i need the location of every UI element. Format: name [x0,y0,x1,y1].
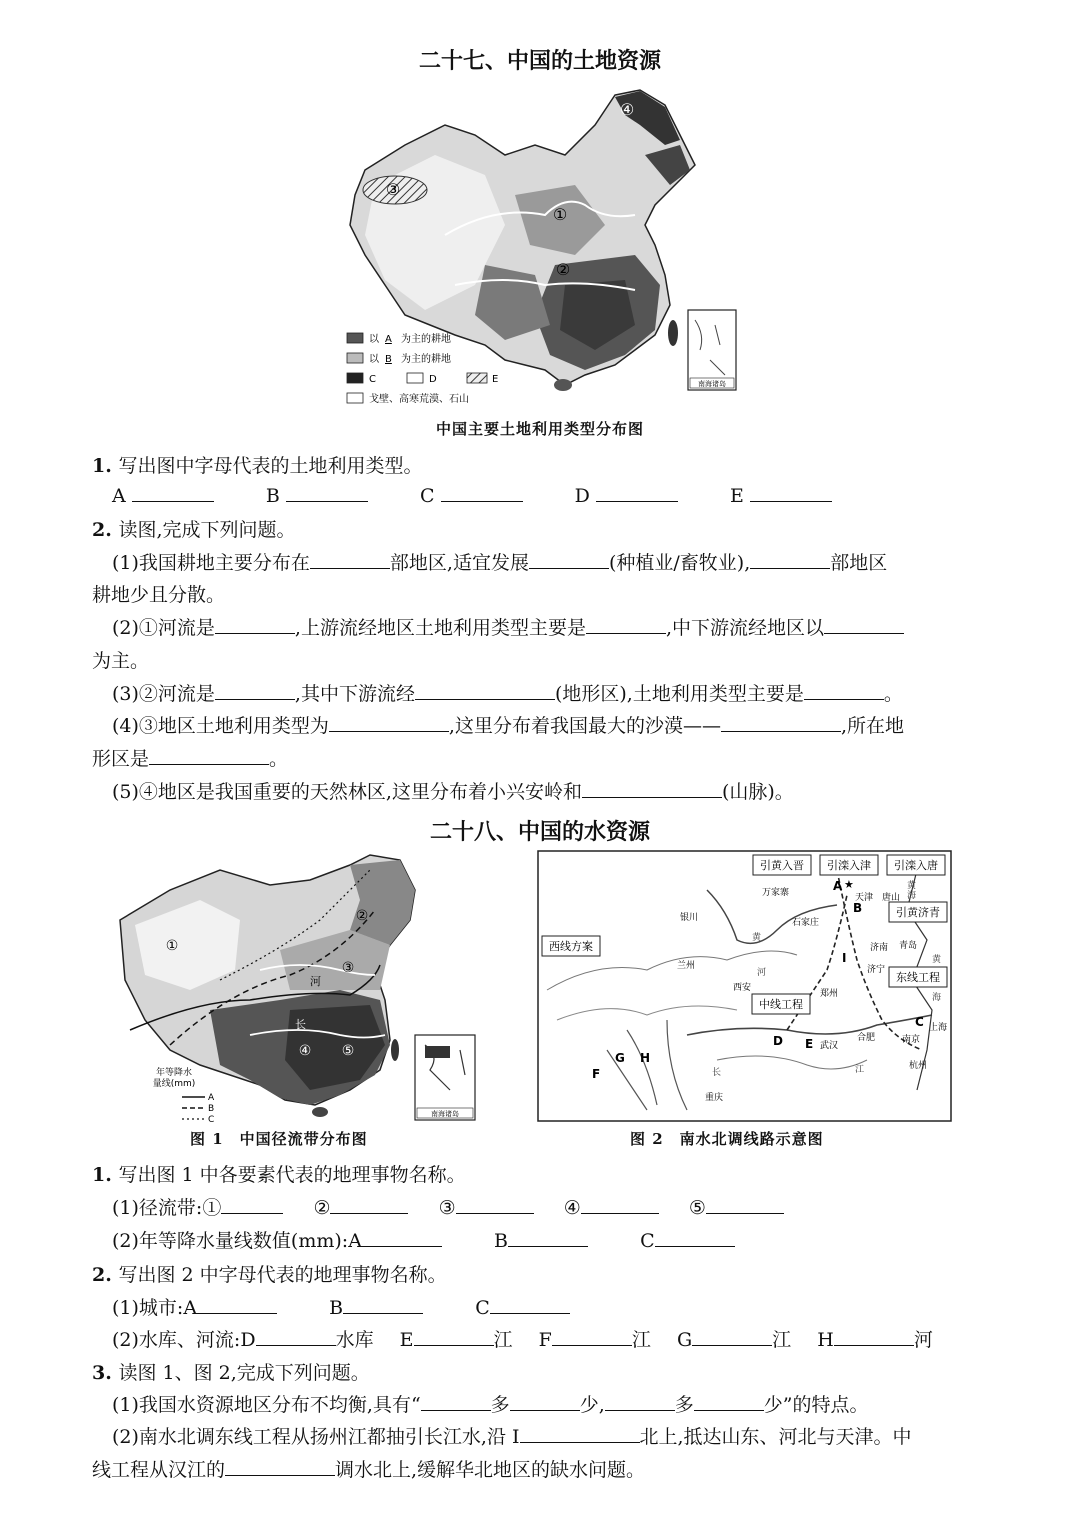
q27-2-3b: ,其中下游流经 [294,683,415,705]
fig2-box-label: 中线工程 [759,998,803,1011]
legend-b-pre: 以 [369,354,379,365]
fig2-letter-h: H [640,1051,651,1065]
fig2-letter-i: I [842,951,847,965]
legend-swatch-d [407,373,423,383]
r-h-post: 河 [913,1329,933,1351]
fig2-box-label: 东线工程 [896,971,940,984]
q27-2-2a: (2)①河流是 [112,617,215,639]
legend-b-letter: B [385,354,392,365]
q27-2-4a: (4)③地区土地利用类型为 [112,715,329,737]
zone-4: ④ [563,1197,581,1219]
fig1-legend-a: A [208,1093,215,1103]
fig1-river-chang: 长 [295,1018,306,1031]
fig2-letter-f: F [592,1067,601,1081]
fig2-box-label: 引黄济青 [896,906,940,919]
blank[interactable] [456,1195,534,1214]
q27-2-1b: 部地区,适宜发展 [389,552,529,574]
fig1-river-he: 河 [310,975,321,988]
blank[interactable] [605,1392,675,1411]
legend-swatch-b [347,353,363,363]
blank[interactable] [221,1195,283,1214]
q28-3-2d: 调水北上,缓解华北地区的缺水问题。 [335,1459,646,1481]
legend-swatch-a [347,333,363,343]
q27-2-5b: (山脉)。 [721,781,794,803]
blank[interactable] [329,713,449,732]
fig1-zone-1: ① [165,938,179,954]
map-marker-4: ④ [619,100,635,119]
blank[interactable] [215,681,295,700]
q28-3-1a: (1)我国水资源地区分布不均衡,具有“ [112,1394,421,1416]
city-tianjin: 天津 [855,893,874,903]
section-27-title: 二十七、中国的土地资源 [418,49,661,74]
r-e-post: 江 [493,1329,513,1351]
city-wuhan: 武汉 [820,1041,839,1051]
blank[interactable] [694,1392,764,1411]
q28-1-p2: (2)年等降水量线数值(mm): [112,1230,349,1252]
blank[interactable] [655,1228,735,1247]
q27-2-3d: 。 [883,683,903,705]
blank[interactable] [824,615,904,634]
fig2-letter-g: G [615,1051,625,1065]
q28-1-num: 1. [92,1164,112,1186]
water-diversion-map [537,850,952,1122]
fig2-sea: 黄 [932,955,942,965]
blank[interactable] [552,1327,632,1346]
blank[interactable] [490,1295,570,1314]
legend-swatch-e [467,373,487,383]
fig1-legend-c: C [208,1115,215,1125]
capital-star-icon: ★ [844,878,854,891]
r-e: E [399,1329,414,1351]
blank[interactable] [586,615,666,634]
fig2-river: 河 [757,968,767,978]
q27-2-4d: 形区是 [92,748,150,770]
blank-a[interactable] [132,483,214,502]
city-a: A [183,1297,198,1319]
line-c: C [640,1230,655,1252]
q27-2-4e: 。 [269,748,289,770]
q28-3-2c: 线工程从汉江的 [92,1459,226,1481]
legend-swatch-c [347,373,363,383]
city-jining: 济宁 [867,965,886,975]
q28-2-text: 写出图 2 中字母代表的地理事物名称。 [118,1264,447,1286]
blank[interactable] [834,1327,914,1346]
q27-2-4b: ,这里分布着我国最大的沙漠—— [448,715,721,737]
q27-1-text: 写出图中字母代表的土地利用类型。 [118,455,423,477]
r-d: D [240,1329,256,1351]
q27-2-3a: (3)②河流是 [112,683,215,705]
fig1-zone-3: ③ [341,960,355,976]
blank[interactable] [421,1392,491,1411]
city-tangshan: 唐山 [882,893,901,903]
fig2-letter-b: B [853,901,863,915]
city-chongqing: 重庆 [705,1093,724,1103]
blank[interactable] [581,1195,659,1214]
r-g-post: 江 [772,1329,792,1351]
r-f-post: 江 [631,1329,651,1351]
q28-1-zones [112,1193,784,1220]
blank[interactable] [520,1424,640,1443]
city-yinchuan: 银川 [680,913,699,923]
q27-2-1d: 部地区 [830,552,888,574]
map-marker-2: ② [555,260,571,279]
blank[interactable] [582,779,722,798]
fig2-river: 长 [712,1068,722,1078]
land-use-map [335,85,745,410]
letter-d: D [574,485,590,507]
fig2-river: 黄 [752,933,762,943]
blank[interactable] [804,681,884,700]
city-jinan: 济南 [870,943,889,953]
runoff-map [110,850,485,1125]
blank[interactable] [529,550,609,569]
fig2-box-label: 西线方案 [549,940,593,953]
blank-d[interactable] [596,483,678,502]
q27-2-4c: ,所在地 [840,715,905,737]
q27-2-1c: (种植业/畜牧业), [608,552,751,574]
blank[interactable] [721,713,841,732]
city-zhengzhou: 郑州 [820,989,839,999]
q27-2-1e: 耕地少且分散。 [92,584,226,606]
fig1-legend-title1: 年等降水 [155,1068,193,1078]
fig1-zone-2: ② [355,908,369,924]
legend-a-pre: 以 [369,334,379,345]
fig2-caption: 图 2 南水北调线路示意图 [630,1130,824,1148]
q28-3-2b: 北上,抵达山东、河北与天津。中 [639,1426,912,1448]
fig1-caption: 图 1 中国径流带分布图 [190,1130,368,1148]
blank-c[interactable] [441,483,523,502]
blank[interactable] [256,1327,336,1346]
city-wanjiazhai: 万家寨 [762,888,790,898]
q28-3-1b: 多 [490,1394,510,1416]
fig2-river: 江 [855,1065,865,1075]
city-nanjing: 南京 [902,1035,921,1045]
fig2-box-label: 引滦入津 [827,859,871,872]
q27-2-2c: ,中下游流经地区以 [665,617,825,639]
q28-2-p2: (2)水库、河流: [112,1329,241,1351]
city-c: C [475,1297,490,1319]
q28-3-1d: 多 [674,1394,694,1416]
map1-caption: 中国主要土地利用类型分布图 [435,420,644,438]
fig2-sea: 海 [907,891,917,901]
letter-c: C [419,485,435,507]
fig2-letter-a: A [833,879,843,893]
fig1-zone-5: ⑤ [341,1043,355,1059]
fig2-letter-e: E [805,1037,814,1051]
zone-5: ⑤ [688,1197,706,1219]
city-xian: 西安 [733,983,752,993]
blank[interactable] [692,1327,772,1346]
blank[interactable] [362,1228,442,1247]
city-hangzhou: 杭州 [909,1061,928,1071]
section-28-title: 二十八、中国的水资源 [429,820,650,845]
q28-1-p1: (1)径流带: [112,1197,203,1219]
q28-2-p1: (1)城市: [112,1297,184,1319]
q27-2-1a: (1)我国耕地主要分布在 [112,552,310,574]
q28-3-text: 读图 1、图 2,完成下列问题。 [118,1362,370,1384]
q28-1-text: 写出图 1 中各要素代表的地理事物名称。 [118,1164,466,1186]
q27-2-text: 读图,完成下列问题。 [118,519,296,541]
city-b: B [329,1297,344,1319]
q28-3-1c: 少, [579,1394,605,1416]
city-shanghai: 上海 [929,1023,948,1033]
fig2-box-label: 引黄入晋 [760,859,804,872]
line-b: B [494,1230,508,1252]
map-marker-3: ③ [385,180,401,199]
blank[interactable] [508,1228,588,1247]
blank[interactable] [215,615,295,634]
r-g: G [676,1329,693,1351]
q27-1-num: 1. [92,455,112,477]
q28-2-num: 2. [92,1264,112,1286]
letter-b: B [265,485,280,507]
fig2-box-label: 引滦入唐 [894,859,938,872]
legend-a-letter: A [385,334,392,345]
q27-2-num: 2. [92,519,112,541]
line-a: A [348,1230,362,1252]
legend-swatch-desert [347,393,363,403]
fig2-sea: 黄 [907,881,917,891]
blank[interactable] [510,1392,580,1411]
fig2-letter-c: C [915,1015,924,1029]
r-f: F [538,1329,552,1351]
q27-2-2d: 为主。 [92,650,150,672]
r-d-post: 水库 [335,1329,374,1351]
city-lanzhou: 兰州 [677,961,696,971]
fig1-legend-b: B [208,1104,215,1114]
q27-2-3c: (地形区),土地利用类型主要是 [554,683,804,705]
fig1-zone-4: ④ [298,1043,312,1059]
fig1-legend-title2: 量线(mm) [152,1079,196,1089]
q27-2-2b: ,上游流经地区土地利用类型主要是 [294,617,586,639]
city-hefei: 合肥 [857,1033,876,1043]
q28-3-num: 3. [92,1362,112,1384]
blank[interactable] [197,1295,277,1314]
blank[interactable] [706,1195,784,1214]
inset-label: 南海诸岛 [698,380,726,388]
fig1-inset-label: 南海诸岛 [431,1110,459,1118]
q28-3-2a: (2)南水北调东线工程从扬州江都抽引长江水,沿 I [112,1426,520,1448]
q28-3-1e: 少”的特点。 [763,1394,869,1416]
fig2-letter-d: D [773,1034,783,1048]
blank[interactable] [330,1195,408,1214]
zone-2: ② [313,1197,331,1219]
legend-c: C [369,374,376,385]
city-shijiazhuang: 石家庄 [792,918,820,928]
legend-e: E [492,374,499,385]
blank[interactable] [343,1295,423,1314]
legend-desert: 戈壁、高寒荒漠、石山 [369,394,469,405]
blank[interactable] [310,550,390,569]
map-marker-1: ① [552,205,568,224]
q27-1-blanks [112,483,832,507]
blank-b[interactable] [286,483,368,502]
letter-e: E [730,485,744,507]
q27-2-5a: (5)④地区是我国重要的天然林区,这里分布着小兴安岭和 [112,781,582,803]
blank[interactable] [225,1457,335,1476]
r-h: H [817,1329,834,1351]
blank[interactable] [414,1327,494,1346]
city-qingdao: 青岛 [899,941,918,951]
blank[interactable] [149,746,269,765]
legend-a-post: 为主的耕地 [401,334,451,345]
letter-a: A [112,485,126,507]
zone-1: ① [202,1197,222,1219]
blank[interactable] [750,550,830,569]
legend-d: D [429,374,437,385]
legend-b-post: 为主的耕地 [401,354,451,365]
blank-e[interactable] [750,483,832,502]
blank[interactable] [415,681,555,700]
fig2-sea: 海 [932,993,942,1003]
zone-3: ③ [438,1197,456,1219]
